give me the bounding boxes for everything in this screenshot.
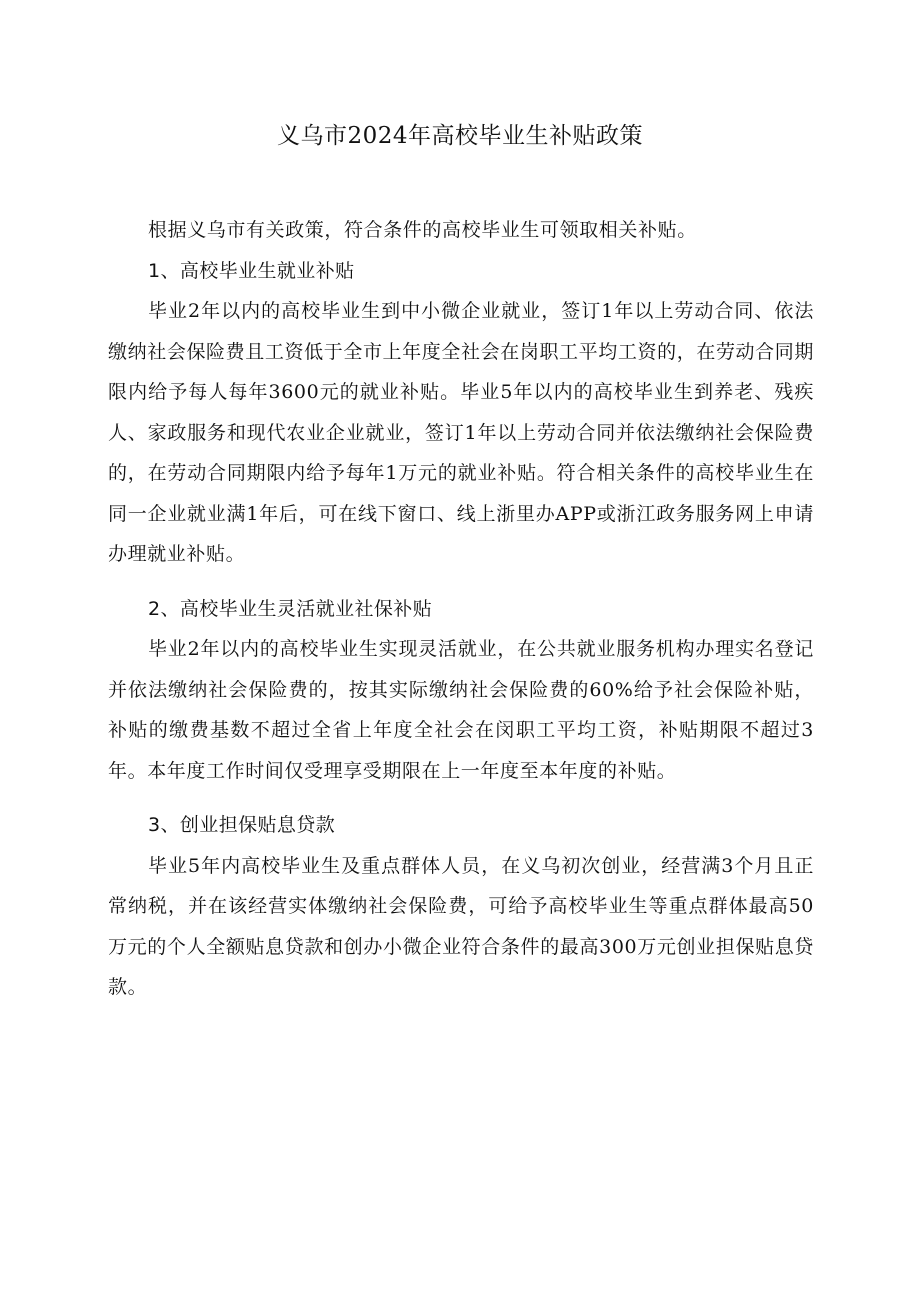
section-paragraph: 毕业5年内高校毕业生及重点群体人员，在义乌初次创业，经营满3个月且正常纳税，并在该经营实体缴纳社会保险费，可给予高校毕业生等重点群体最高50万元的个人全额贴息贷款和创办小微企业符合条件的最高300万元创业担保贴息贷款。 (108, 854, 814, 998)
section-heading: 3、创业担保贴息贷款 (148, 814, 336, 836)
section-paragraph: 毕业2年以内的高校毕业生到中小微企业就业，签订1年以上劳动合同、依法缴纳社会保险费且工资低于全市上年度全社会在岗职工平均工资的，在劳动合同期限内给予每人每年3600元的就业补贴。毕业5年以内的高校毕业生到养老、残疾人、家政服务和现代农业企业就业，签订1年以上劳动合同并依法缴纳社会保险费的，在劳动合同期限内给予每年1万元的就业补贴。符合相关条件的高校毕业生在同一企业就业满1年后，可在线下窗口、线上浙里办APP或浙江政务服务网上申请办理就业补贴。 (108, 300, 814, 565)
document-body (108, 210, 814, 1008)
section-paragraph: 毕业2年以内的高校毕业生实现灵活就业，在公共就业服务机构办理实名登记并依法缴纳社会保险费的，按其实际缴纳社会保险费的60%给予社会保险补贴，补贴的缴费基数不超过全省上年度全社会在闵职工平均工资，补贴期限不超过3年。本年度工作时间仅受理享受期限在上一年度至本年度的补贴。 (108, 638, 814, 782)
section-heading: 1、高校毕业生就业补贴 (148, 259, 355, 282)
section-flexible-employment-subsidy (108, 589, 814, 792)
section-heading: 2、高校毕业生灵活就业社保补贴 (148, 597, 433, 620)
section-employment-subsidy (108, 251, 814, 575)
section-startup-loan (108, 805, 814, 1008)
document-title: 义乌市2024年高校毕业生补贴政策 (276, 123, 644, 149)
intro-paragraph: 根据义乌市有关政策，符合条件的高校毕业生可领取相关补贴。 (148, 219, 697, 241)
